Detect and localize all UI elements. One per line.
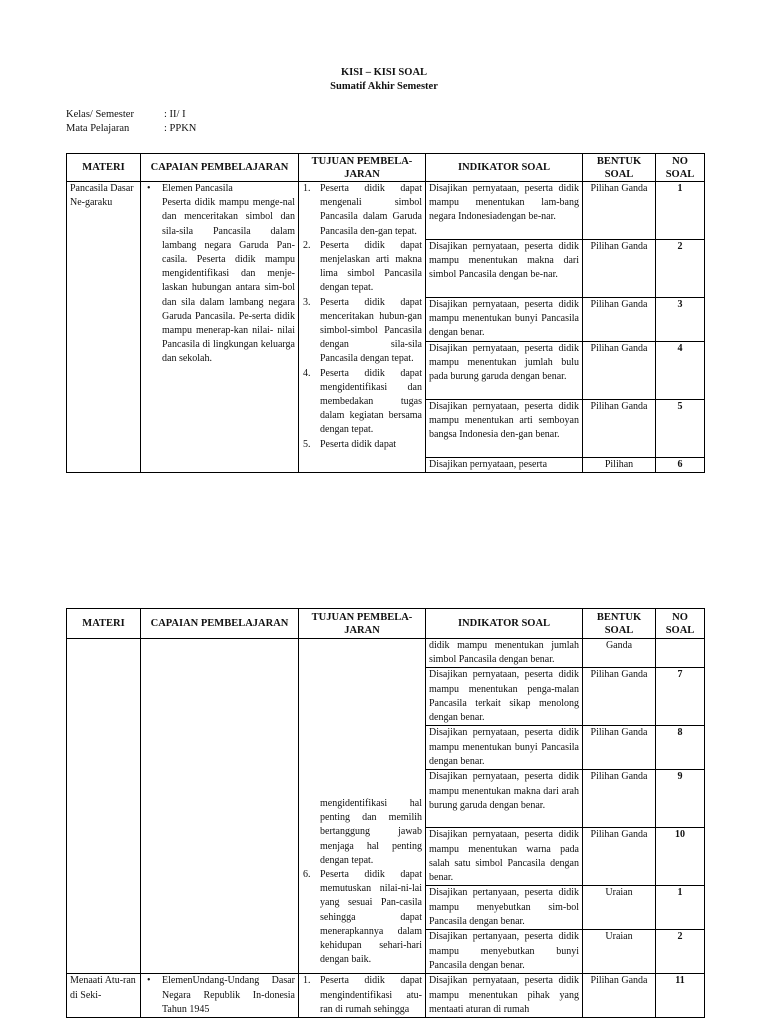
indikator-cell: Disajikan pernyataan, peserta didik mampu menentukan warna pada salah satu simbol Pancasila dengan benar.	[426, 828, 583, 886]
tujuan-cell	[299, 182, 426, 473]
no-cell: 8	[656, 726, 705, 770]
header-materi: MATERI	[67, 609, 141, 639]
tujuan-text: Peserta didik dapat mengidentifikasi dan membedakan tugas dalam kegiatan bersama dengan tepat.	[320, 367, 422, 436]
no-cell: 9	[656, 770, 705, 828]
capaian-text: Peserta didik mampu menge-nal dan menceritakan simbol dan sila-sila Pancasila dalam lambang negara Garuda Pan-casila. Peserta didik mampu mengidentifikasi dan menje-laskan hubungan antara sim-bol dan sila dalam lambang negara Garuda Pancasila. Pe-serta didik mampu menerap-kan nilai- nilai Pancasila di lingkungan keluarga dan sekolah.	[162, 197, 295, 365]
indikator-cell: Disajikan pernyataan, peserta didik mampu menentukan bunyi Pancasila dengan benar.	[426, 726, 583, 770]
bentuk-cell: Uraian	[583, 930, 656, 974]
tujuan-text: Peserta didik dapat memutuskan nilai-ni-lai yang sesuai Pan-casila sehingga dapat menerapkannya dalam kehidupan sehari-hari dengan baik.	[320, 868, 422, 966]
header-tujuan: TUJUAN PEMBELA-JARAN	[299, 609, 426, 639]
kelas-line	[66, 109, 186, 120]
kisi-table-2	[66, 608, 705, 1018]
indikator-cell: Disajikan pertanyaan, peserta didik mampu menyebutkan sim-bol Pancasila dengan benar.	[426, 886, 583, 930]
no-cell: 7	[656, 668, 705, 726]
indikator-cell: Disajikan pernyataan, peserta	[426, 458, 583, 473]
capaian-bullet	[162, 182, 295, 367]
no-cell: 2	[656, 240, 705, 298]
no-cell: 1	[656, 182, 705, 240]
tujuan-number: 3.	[303, 296, 311, 308]
no-cell: 2	[656, 930, 705, 974]
kelas-label: Kelas/ Semester	[66, 109, 134, 120]
tujuan-text: mengidentifikasi hal penting dan memilih bertanggung jawab menjaga hal penting dengan tepat.	[320, 797, 422, 866]
tujuan-text: Peserta didik dapat mengindentifikasi atu-ran di rumah sehingga	[320, 975, 422, 1015]
mapel-line	[66, 123, 196, 134]
header-bentuk: BENTUK SOAL	[583, 609, 656, 639]
tujuan-cell	[299, 974, 426, 1018]
capaian-bullet-text: Elemen Pancasila	[162, 183, 233, 194]
tujuan-text: Peserta didik dapat	[320, 438, 397, 450]
tujuan-item	[303, 868, 422, 967]
tujuan-item	[303, 296, 422, 367]
kisi-table-1	[66, 153, 705, 473]
header-capaian: CAPAIAN PEMBELAJARAN	[141, 154, 299, 182]
materi-cell: Menaati Atu-ran di Seki-	[67, 974, 141, 1018]
tujuan-number: 6.	[303, 868, 311, 880]
indikator-cell: Disajikan pernyataan, peserta didik mampu menentukan jumlah bulu pada burung garuda dengan benar.	[426, 342, 583, 400]
bentuk-cell: Pilihan Ganda	[583, 182, 656, 240]
header-capaian: CAPAIAN PEMBELAJARAN	[141, 609, 299, 639]
header-indikator: INDIKATOR SOAL	[426, 609, 583, 639]
document-subtitle: Sumatif Akhir Semester	[330, 81, 438, 92]
no-cell: 1	[656, 886, 705, 930]
indikator-cell: Disajikan pernyataan, peserta didik mampu menentukan bunyi Pancasila dengan benar.	[426, 298, 583, 342]
tujuan-item	[303, 182, 422, 239]
materi-cell: Pancasila Dasar Ne-garaku	[67, 182, 141, 473]
tujuan-text: Peserta didik dapat menceritakan hubun-gan simbol-simbol Pancasila dengan sila-sila Pancasila dengan tepat.	[320, 296, 422, 365]
capaian-bullet	[162, 974, 295, 1017]
bentuk-cell: Pilihan Ganda	[583, 668, 656, 726]
header-bentuk: BENTUK SOAL	[583, 154, 656, 182]
no-cell: 3	[656, 298, 705, 342]
bentuk-cell: Pilihan Ganda	[583, 298, 656, 342]
kelas-value: : II/ I	[164, 109, 186, 120]
tujuan-text: Peserta didik dapat menjelaskan arti makna lima simbol Pancasila dengan tepat.	[320, 239, 422, 294]
header-no: NO SOAL	[656, 609, 705, 639]
header-indikator: INDIKATOR SOAL	[426, 154, 583, 182]
table-row	[67, 182, 705, 240]
no-cell	[656, 639, 705, 668]
indikator-cell: didik mampu menentukan jumlah simbol Pancasila dengan benar.	[426, 639, 583, 668]
mapel-label: Mata Pelajaran	[66, 123, 130, 134]
table-row	[67, 639, 705, 668]
tujuan-text: Peserta didik dapat mengenali simbol Pancasila dalam Garuda Pancasila den-gan tepat.	[320, 183, 422, 237]
bentuk-cell: Ganda	[583, 639, 656, 668]
bentuk-cell: Pilihan	[583, 458, 656, 473]
header-no: NO SOAL	[656, 154, 705, 182]
table-header-row	[67, 609, 705, 639]
indikator-cell: Disajikan pertanyaan, peserta didik mampu menyebutkan bunyi Pancasila dengan benar.	[426, 930, 583, 974]
indikator-cell: Disajikan pernyataan, peserta didik mampu menentukan arti semboyan bangsa Indonesia den-gan benar.	[426, 400, 583, 458]
header-tujuan: TUJUAN PEMBELA-JARAN	[299, 154, 426, 182]
no-cell: 5	[656, 400, 705, 458]
indikator-cell: Disajikan pernyataan, peserta didik mampu menentukan lam-bang negara Indonesiadengan be-nar.	[426, 182, 583, 240]
tujuan-item	[303, 239, 422, 296]
indikator-cell: Disajikan pernyataan, peserta didik mampu menentukan makna dari simbol Pancasila dengan be-nar.	[426, 240, 583, 298]
bentuk-cell: Pilihan Ganda	[583, 342, 656, 400]
tujuan-number: 5.	[303, 438, 311, 450]
document-title: KISI – KISI SOAL	[340, 67, 428, 78]
bentuk-cell: Pilihan Ganda	[583, 828, 656, 886]
bentuk-cell: Pilihan Ganda	[583, 240, 656, 298]
tujuan-item	[303, 367, 422, 438]
bentuk-cell: Pilihan Ganda	[583, 726, 656, 770]
bentuk-cell: Pilihan Ganda	[583, 400, 656, 458]
capaian-cell	[141, 182, 299, 473]
tujuan-item	[303, 438, 422, 452]
tujuan-item	[303, 974, 422, 1017]
bentuk-cell: Pilihan Ganda	[583, 770, 656, 828]
tujuan-number: 2.	[303, 239, 311, 251]
capaian-bullet-text: ElemenUndang-Undang Dasar Negara Republik In-donesia Tahun 1945	[162, 975, 295, 1015]
capaian-cell	[141, 974, 299, 1018]
tujuan-number: 1.	[303, 183, 311, 194]
indikator-cell: Disajikan pernyataan, peserta didik mampu menentukan pihak yang mentaati aturan di rumah	[426, 974, 583, 1018]
table-header-row	[67, 154, 705, 182]
materi-cell	[67, 639, 141, 974]
tujuan-number: 4.	[303, 367, 311, 379]
no-cell: 6	[656, 458, 705, 473]
no-cell: 11	[656, 974, 705, 1018]
indikator-cell: Disajikan pernyataan, peserta didik mampu menentukan makna dari arah burung garuda dengan benar.	[426, 770, 583, 828]
tujuan-cell	[299, 639, 426, 974]
header-materi: MATERI	[67, 154, 141, 182]
mapel-value: : PPKN	[164, 123, 197, 134]
table-row	[67, 974, 705, 1018]
tujuan-number: 1.	[303, 975, 311, 987]
bentuk-cell: Uraian	[583, 886, 656, 930]
indikator-cell: Disajikan pernyataan, peserta didik mampu menentukan penga-malan Pancasila terkait sikap menolong dengan benar.	[426, 668, 583, 726]
bentuk-cell: Pilihan Ganda	[583, 974, 656, 1018]
no-cell: 4	[656, 342, 705, 400]
no-cell: 10	[656, 828, 705, 886]
capaian-cell	[141, 639, 299, 974]
